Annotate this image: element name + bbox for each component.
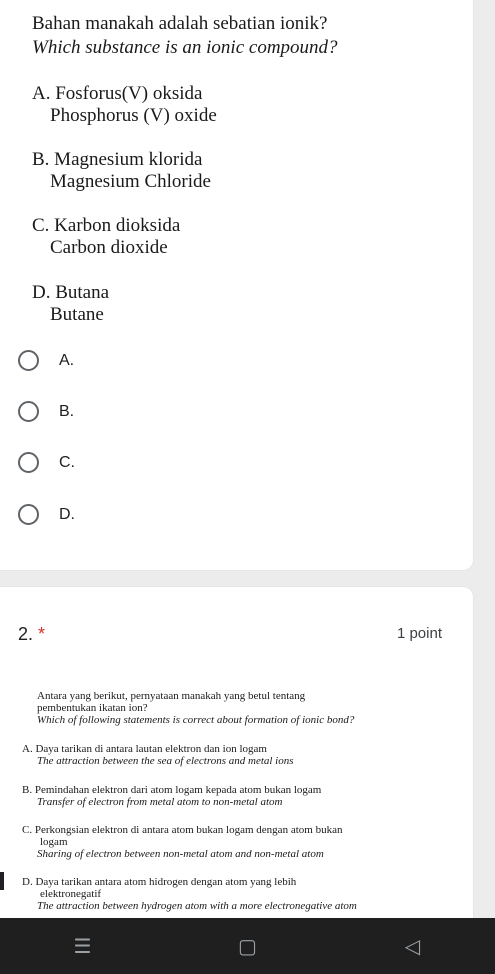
- back-icon[interactable]: ◁: [404, 935, 421, 958]
- question-1-text: [32, 12, 338, 60]
- choice-d[interactable]: [18, 504, 75, 525]
- radio-button-icon[interactable]: [18, 350, 39, 371]
- radio-button-icon[interactable]: [18, 452, 39, 473]
- question-2-number: 2. *: [18, 624, 46, 644]
- question-1-option-d: D. Butana Butane: [32, 282, 110, 325]
- choice-b[interactable]: [18, 401, 74, 422]
- question-2-points: 1 point: [396, 625, 442, 642]
- choice-c[interactable]: [18, 452, 75, 473]
- radio-button-icon[interactable]: [18, 401, 39, 422]
- choice-a-label: A.: [59, 351, 75, 369]
- choice-d-label: D.: [59, 505, 75, 523]
- system-navigation-bar: [0, 918, 495, 974]
- left-edge-marker: [0, 872, 4, 890]
- radio-button-icon[interactable]: [18, 504, 39, 525]
- question-2-option-d: D. Daya tarikan antara atom hidrogen dengan atom yang lebih elektronegatif The attraction between hydrogen atom with a more electronegative atom: [22, 876, 357, 912]
- home-icon[interactable]: ▢: [238, 935, 257, 958]
- question-1-option-b: B. Magnesium klorida Magnesium Chloride: [32, 149, 211, 192]
- question-2-text: Antara yang berikut, pernyataan manakah yang betul tentang pembentukan ikatan ion? Which of following statements is correct about formation of ionic bond?: [37, 690, 355, 726]
- question-1-text-english: Which substance is an ionic compound?: [32, 37, 338, 58]
- question-2-option-b: B. Pemindahan elektron dari atom logam kepada atom bukan logam Transfer of electron from metal atom to non-metal atom: [22, 784, 322, 808]
- choice-b-label: B.: [59, 402, 75, 420]
- question-2-option-c: C. Perkongsian elektron di antara atom bukan logam dengan atom bukan logam Sharing of electron between non-metal atom and non-metal atom: [22, 824, 343, 860]
- menu-icon[interactable]: ☰: [73, 935, 92, 958]
- required-asterisk: *: [38, 624, 46, 644]
- question-1-option-c: C. Karbon dioksida Carbon dioxide: [32, 215, 181, 258]
- choice-c-label: C.: [59, 453, 75, 471]
- question-2-option-a: A. Daya tarikan di antara lautan elektron dan ion logam The attraction between the sea of electrons and metal ions: [22, 743, 294, 767]
- question-1-option-a: A. Fosforus(V) oksida Phosphorus (V) oxide: [32, 83, 217, 126]
- question-1-text-malay: Bahan manakah adalah sebatian ionik?: [32, 13, 328, 34]
- choice-a[interactable]: [18, 350, 74, 371]
